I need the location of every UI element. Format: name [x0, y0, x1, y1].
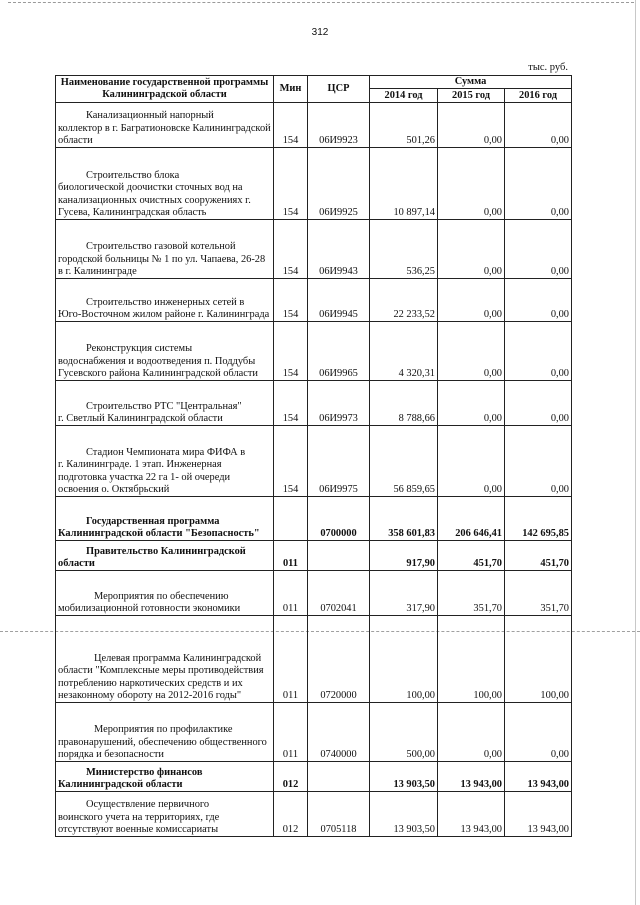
row-2015: 0,00	[438, 220, 505, 279]
row-2016: 13 943,00	[505, 792, 572, 837]
row-2015: 0,00	[438, 703, 505, 762]
row-2015: 451,70	[438, 541, 505, 571]
row-name: Осуществление первичного воинского учета на территориях, где отсутствуют военные комиссариаты	[56, 792, 274, 837]
row-csr	[308, 541, 370, 571]
row-name: Стадион Чемпионата мира ФИФА в г. Калининграде. 1 этап. Инженерная подготовка участка 22 га 1- ой очереди освоения о. Октябрьский	[56, 426, 274, 497]
row-2014: 536,25	[370, 220, 438, 279]
row-name: Реконструкция системы водоснабжения и водоотведения п. Поддубы Гусевского района Калининградской области	[56, 322, 274, 381]
row-2015: 0,00	[438, 381, 505, 426]
row-2015: 0,00	[438, 103, 505, 148]
table-row	[56, 279, 572, 322]
table-row	[56, 381, 572, 426]
row-2015: 0,00	[438, 426, 505, 497]
row-name: Целевая программа Калининградской области "Комплексные меры противодействия потреблению наркотических средств и их незаконному обороту на 2012-2016 годы"	[56, 616, 274, 703]
row-2014: 100,00	[370, 616, 438, 703]
table-row	[56, 148, 572, 220]
row-csr	[308, 762, 370, 792]
row-2014: 13 903,50	[370, 792, 438, 837]
row-min	[274, 497, 308, 541]
table-row	[56, 571, 572, 616]
row-csr: 06И9943	[308, 220, 370, 279]
table-row	[56, 322, 572, 381]
row-name: Правительство Калининградской области	[56, 541, 274, 571]
row-csr: 0700000	[308, 497, 370, 541]
row-2016: 0,00	[505, 279, 572, 322]
row-2016: 451,70	[505, 541, 572, 571]
table-header	[56, 76, 572, 103]
row-min: 154	[274, 220, 308, 279]
row-csr: 06И9975	[308, 426, 370, 497]
row-csr: 06И9945	[308, 279, 370, 322]
row-2016: 0,00	[505, 220, 572, 279]
row-2016: 0,00	[505, 426, 572, 497]
row-min: 011	[274, 703, 308, 762]
table-row	[56, 762, 572, 792]
header-name: Наименование государственной программы Калининградской области	[56, 76, 274, 103]
table-row	[56, 426, 572, 497]
row-min: 154	[274, 426, 308, 497]
row-2015: 351,70	[438, 571, 505, 616]
row-name: Мероприятия по профилактике правонарушений, обеспечению общественного порядка и безопасности	[56, 703, 274, 762]
row-2014: 501,26	[370, 103, 438, 148]
table-row	[56, 103, 572, 148]
header-sum: Сумма	[370, 76, 572, 89]
table-row	[56, 616, 572, 703]
row-csr: 06И9923	[308, 103, 370, 148]
row-2016: 0,00	[505, 703, 572, 762]
row-min: 154	[274, 279, 308, 322]
header-csr: ЦСР	[308, 76, 370, 103]
scan-edge-right	[635, 0, 636, 905]
row-2016: 13 943,00	[505, 762, 572, 792]
row-csr: 0702041	[308, 571, 370, 616]
row-min: 011	[274, 616, 308, 703]
row-min: 154	[274, 381, 308, 426]
header-2014: 2014 год	[370, 89, 438, 103]
table-row	[56, 220, 572, 279]
table-row	[56, 792, 572, 837]
row-csr: 0740000	[308, 703, 370, 762]
row-name: Строительство блока биологической доочистки сточных вод на канализационных очистных сооружениях г. Гусева, Калининградская область	[56, 148, 274, 220]
row-csr: 0720000	[308, 616, 370, 703]
row-2014: 917,90	[370, 541, 438, 571]
row-2015: 0,00	[438, 279, 505, 322]
table-row	[56, 703, 572, 762]
row-name: Министерство финансов Калининградской области	[56, 762, 274, 792]
page-number: 312	[311, 27, 329, 38]
row-2015: 0,00	[438, 322, 505, 381]
row-2016: 351,70	[505, 571, 572, 616]
table-row	[56, 541, 572, 571]
row-csr: 06И9965	[308, 322, 370, 381]
row-2015: 100,00	[438, 616, 505, 703]
row-2015: 206 646,41	[438, 497, 505, 541]
row-2016: 0,00	[505, 148, 572, 220]
row-2016: 0,00	[505, 322, 572, 381]
row-2015: 0,00	[438, 148, 505, 220]
row-2014: 13 903,50	[370, 762, 438, 792]
row-name: Государственная программа Калининградской области "Безопасность"	[56, 497, 274, 541]
row-2016: 100,00	[505, 616, 572, 703]
row-2016: 0,00	[505, 103, 572, 148]
row-2015: 13 943,00	[438, 792, 505, 837]
row-2014: 317,90	[370, 571, 438, 616]
row-min: 012	[274, 762, 308, 792]
row-min: 154	[274, 322, 308, 381]
table-row	[56, 497, 572, 541]
row-2015: 13 943,00	[438, 762, 505, 792]
row-2014: 22 233,52	[370, 279, 438, 322]
row-2014: 358 601,83	[370, 497, 438, 541]
row-min: 012	[274, 792, 308, 837]
row-2014: 4 320,31	[370, 322, 438, 381]
row-min: 011	[274, 571, 308, 616]
row-csr: 06И9925	[308, 148, 370, 220]
header-2015: 2015 год	[438, 89, 505, 103]
row-name: Строительство инженерных сетей в Юго-Восточном жилом районе г. Калининграда	[56, 279, 274, 322]
row-2014: 10 897,14	[370, 148, 438, 220]
row-2014: 56 859,65	[370, 426, 438, 497]
row-min: 011	[274, 541, 308, 571]
row-name: Строительство РТС "Центральная" г. Светлый Калининградской области	[56, 381, 274, 426]
row-2016: 142 695,85	[505, 497, 572, 541]
header-2016: 2016 год	[505, 89, 572, 103]
header-min: Мин	[274, 76, 308, 103]
row-min: 154	[274, 148, 308, 220]
row-name: Канализационный напорный коллектор в г. Багратионовске Калининградской области	[56, 103, 274, 148]
row-2014: 8 788,66	[370, 381, 438, 426]
row-csr: 0705118	[308, 792, 370, 837]
row-2016: 0,00	[505, 381, 572, 426]
row-csr: 06И9973	[308, 381, 370, 426]
row-name: Мероприятия по обеспечению мобилизационной готовности экономики	[56, 571, 274, 616]
units-label: тыс. руб.	[528, 62, 568, 73]
row-min: 154	[274, 103, 308, 148]
row-2014: 500,00	[370, 703, 438, 762]
scan-edge-top	[8, 2, 634, 3]
budget-table	[55, 75, 572, 837]
row-name: Строительство газовой котельной городской больницы № 1 по ул. Чапаева, 26-28 в г. Калининграде	[56, 220, 274, 279]
